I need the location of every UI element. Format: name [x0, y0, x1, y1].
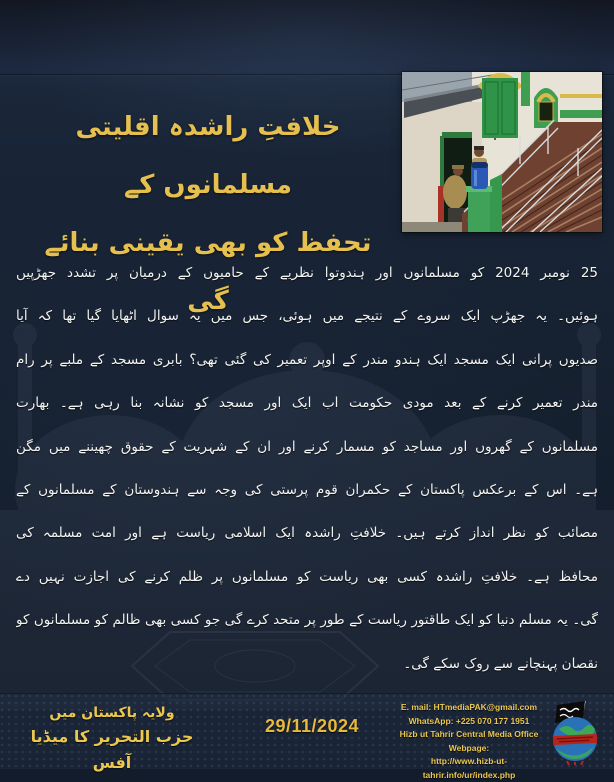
- title-line-2: تحفظ کو بھی یقینی بنائے گی: [44, 228, 372, 316]
- body-text-line: گی۔ یہ مسلم دنیا کو ایک طاقتور ریاست کے طور پر متحد کرے گی جو کسی بھی ظالم کو مسلمانوں کو: [16, 612, 598, 629]
- body-text-line: نقصان پہنچانے سے روک سکے گی۔: [403, 655, 598, 672]
- contact-webpage-label: Hizb ut Tahrir Central Media Office Webpage:: [399, 729, 539, 753]
- title-line-1: خلافتِ راشدہ اقلیتی مسلمانوں کے: [75, 112, 341, 200]
- body-text-line: مسلمانوں کے گھروں اور مساجد کو مسمار کرنے اور ان کے شہریت کے حقوق چھیننے میں مگن: [16, 438, 598, 455]
- contact-whatsapp: WhatsApp: +225 070 177 1951: [408, 715, 530, 726]
- body-text-line: محافظ ہے۔ خلافتِ راشدہ کسی بھی ریاست کو مسلمانوں پر ظلم کرنے کی اجازت نہیں دے: [16, 568, 598, 585]
- body-text-line: صدیوں پرانی ایک مسجد ایک ہندو مندر کے اوپر تعمیر کی گئی تھی؟ بابری مسجد کے ملبے پر رام: [16, 351, 598, 368]
- body-text-line: مندر تعمیر کرنے کے بعد مودی حکومت اب ایک اور مسجد کو نشانہ بنا رہی ہے۔ بھارت: [16, 395, 598, 412]
- media-office-line-1: ولایہ پاکستان میں: [49, 705, 175, 721]
- contact-info: [388, 701, 550, 782]
- hizb-ut-tahrir-globe-flag-logo-icon: [545, 697, 607, 765]
- body-text-line: ہوئیں۔ یہ جھڑپ ایک سروے کے نتیجے میں ہوئی، جس میں یہ سوال اٹھایا گیا تھا کہ آیا: [16, 308, 598, 325]
- footer-bar: [0, 693, 614, 780]
- media-office-name: [14, 702, 210, 776]
- body-text: [16, 252, 598, 686]
- mosque-entrance-stairs-police-photo: [402, 72, 602, 232]
- body-text-line: مصائب کو نظر انداز کرتے ہیں۔ خلافتِ راشدہ ایک اسلامی ریاست ہے اور امت مسلمہ کی: [16, 525, 598, 542]
- body-text-line: ہے۔ اس کے برعکس پاکستان کے حکمران قوم پرستی کی وجہ سے ہندوستان کے مسلمانوں کے: [16, 481, 598, 498]
- contact-webpage-url: http://www.hizb-ut-tahrir.info/ur/index.php: [422, 756, 516, 780]
- media-office-line-2: حزب التحریر کا میڈیا آفس: [30, 727, 194, 772]
- issue-date: 29/11/2024: [264, 716, 360, 736]
- contact-email: E. mail: HTmediaPAK@gmail.com: [400, 702, 538, 712]
- body-text-line: 25 نومبر 2024 کو مسلمانوں اور ہندوتوا نظریے کے حامیوں کے درمیان پر تشدد جھڑپیں: [16, 265, 598, 281]
